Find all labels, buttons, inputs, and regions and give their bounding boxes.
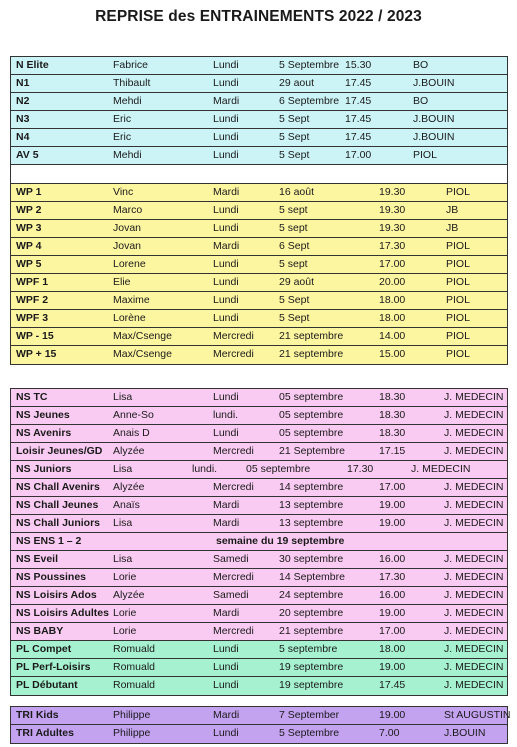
cell-time: 15.00	[379, 348, 406, 360]
cell-level: NS ENS 1 – 2	[16, 535, 82, 547]
cell-place: PIOL	[446, 240, 470, 252]
table-row	[11, 569, 507, 587]
table-row	[11, 147, 507, 165]
table-row	[11, 677, 507, 695]
cell-place: J. MEDECIN	[444, 517, 504, 529]
table-row	[11, 310, 507, 328]
cell-place: J. MEDECIN	[444, 571, 504, 583]
cell-day: Lundi	[213, 427, 239, 439]
cell-day: Mardi	[213, 517, 240, 529]
cell-place: J. MEDECIN	[444, 427, 504, 439]
cell-level: NS Loisirs Ados	[16, 589, 97, 601]
cell-date: 6 Sept	[279, 240, 310, 252]
cell-day: Lundi	[213, 77, 239, 89]
cell-day: Mardi	[213, 709, 240, 721]
cell-coach: Vinc	[113, 186, 134, 198]
cell-coach: Max/Csenge	[113, 330, 172, 342]
cell-level: NS Avenirs	[16, 427, 72, 439]
table-row	[11, 292, 507, 310]
cell-day: Lundi	[213, 312, 239, 324]
cell-day: Lundi	[213, 131, 239, 143]
cell-day: Mardi	[213, 240, 240, 252]
table-row	[11, 238, 507, 256]
cell-level: NS Loisirs Adultes	[16, 607, 109, 619]
cell-coach: Romuald	[113, 643, 156, 655]
table-row	[11, 605, 507, 623]
cell-day: Lundi	[213, 679, 239, 691]
cell-date: 21 septembre	[279, 348, 344, 360]
cell-place: J. MEDECIN	[444, 553, 504, 565]
cell-date: 5 Sept	[279, 113, 310, 125]
cell-time: 19.30	[379, 186, 406, 198]
cell-date: 29 aout	[279, 77, 315, 89]
cell-time: 17.00	[345, 149, 372, 161]
cell-date: 16 août	[279, 186, 315, 198]
cell-coach: Alyzée	[113, 589, 145, 601]
table-row	[11, 707, 511, 725]
cell-date: 05 septembre	[279, 409, 344, 421]
cell-level: NS Chall Avenirs	[16, 481, 100, 493]
table-row	[11, 256, 507, 274]
cell-level: PL Perf-Loisirs	[16, 661, 91, 673]
cell-date: 05 septembre	[279, 391, 344, 403]
cell-coach: Romuald	[113, 661, 156, 673]
cell-place: J. MEDECIN	[444, 499, 504, 511]
cell-place: J. MEDECIN	[411, 463, 471, 475]
cell-time: 19.00	[379, 709, 406, 721]
cell-place: J. MEDECIN	[444, 661, 504, 673]
table-row	[11, 515, 507, 533]
cell-date: 7 September	[279, 709, 340, 721]
cell-time: 19.00	[379, 517, 406, 529]
cell-level: WP 5	[16, 258, 42, 270]
cell-day: Lundi	[213, 113, 239, 125]
schedule-table-violet	[10, 706, 511, 744]
cell-day: Lundi	[213, 294, 239, 306]
cell-place: BO	[413, 59, 429, 71]
cell-day: Mercredi	[213, 481, 254, 493]
table-row	[11, 587, 507, 605]
cell-coach: Mehdi	[113, 149, 142, 161]
cell-time: 19.30	[379, 222, 406, 234]
cell-level: WPF 1	[16, 276, 49, 288]
table-row	[11, 346, 507, 364]
table-row	[11, 551, 507, 569]
cell-date: 19 septembre	[279, 679, 344, 691]
cell-time: 20.00	[379, 276, 406, 288]
cell-time: 18.00	[379, 312, 406, 324]
table-row	[11, 461, 507, 479]
cell-time: 16.00	[379, 589, 406, 601]
cell-place: BO	[413, 95, 429, 107]
cell-coach: Marco	[113, 204, 143, 216]
cell-day: Mercredi	[213, 571, 254, 583]
cell-place: PIOL	[446, 258, 470, 270]
cell-coach: Anais D	[113, 427, 150, 439]
cell-time: 17.15	[379, 445, 406, 457]
cell-day: Lundi	[213, 727, 239, 739]
cell-day: Lundi	[213, 222, 239, 234]
cell-date: 05 septembre	[246, 463, 311, 475]
cell-coach: Philippe	[113, 727, 151, 739]
cell-date: 5 Sept	[279, 294, 310, 306]
cell-date: 30 septembre	[279, 553, 344, 565]
table-row	[11, 659, 507, 677]
cell-date: 19 septembre	[279, 661, 344, 673]
cell-place: J. MEDECIN	[444, 643, 504, 655]
cell-coach: Max/Csenge	[113, 348, 172, 360]
cell-place: J. MEDECIN	[444, 409, 504, 421]
cell-day: semaine du 19 septembre	[216, 535, 345, 547]
table-row	[11, 623, 507, 641]
table-row	[11, 202, 507, 220]
cell-level: PL Débutant	[16, 679, 78, 691]
cell-place: St AUGUSTIN	[444, 709, 511, 721]
cell-date: 5 sept	[279, 258, 308, 270]
cell-level: N3	[16, 113, 30, 125]
cell-level: TRI Kids	[16, 709, 59, 721]
cell-coach: Philippe	[113, 709, 151, 721]
cell-date: 5 Sept	[279, 131, 310, 143]
cell-time: 17.00	[379, 625, 406, 637]
cell-day: Lundi	[213, 258, 239, 270]
cell-place: J. MEDECIN	[444, 589, 504, 601]
cell-date: 14 septembre	[279, 481, 344, 493]
cell-level: NS Chall Jeunes	[16, 499, 99, 511]
cell-place: PIOL	[446, 276, 470, 288]
cell-place: PIOL	[446, 348, 470, 360]
empty-row	[11, 165, 507, 183]
cell-level: NS Poussines	[16, 571, 87, 583]
cell-level: AV 5	[16, 149, 39, 161]
cell-time: 17.45	[345, 113, 372, 125]
cell-day: Lundi	[213, 149, 239, 161]
cell-time: 16.00	[379, 553, 406, 565]
cell-day: Lundi	[213, 643, 239, 655]
cell-time: 18.00	[379, 294, 406, 306]
cell-place: PIOL	[446, 186, 470, 198]
cell-day: Lundi	[213, 276, 239, 288]
cell-day: Lundi	[213, 59, 239, 71]
cell-date: 5 Septembre	[279, 59, 340, 71]
cell-coach: Lorie	[113, 625, 137, 637]
table-row	[11, 533, 507, 551]
cell-date: 21 septembre	[279, 330, 344, 342]
cell-level: NS TC	[16, 391, 48, 403]
cell-level: NS Eveil	[16, 553, 59, 565]
cell-date: 5 Septembre	[279, 727, 340, 739]
cell-day: lundi.	[213, 409, 239, 421]
cell-time: 17.00	[379, 258, 406, 270]
cell-level: NS Jeunes	[16, 409, 70, 421]
cell-coach: Jovan	[113, 222, 142, 234]
cell-place: JB	[446, 204, 459, 216]
page-title: REPRISE des ENTRAINEMENTS 2022 / 2023	[95, 8, 422, 25]
cell-date: 14 Septembre	[279, 571, 345, 583]
cell-time: 18.30	[379, 427, 406, 439]
cell-coach: Lorene	[113, 258, 146, 270]
cell-level: WP 4	[16, 240, 42, 252]
cell-coach: Fabrice	[113, 59, 149, 71]
cell-coach: Elie	[113, 276, 131, 288]
cell-time: 17.45	[345, 77, 372, 89]
cell-date: 5 Sept	[279, 312, 310, 324]
cell-level: WP 2	[16, 204, 42, 216]
cell-coach: Lisa	[113, 517, 133, 529]
cell-time: 19.00	[379, 661, 406, 673]
cell-coach: Alyzée	[113, 445, 145, 457]
cell-day: Mercredi	[213, 348, 254, 360]
cell-coach: Eric	[113, 131, 132, 143]
table-row	[11, 389, 507, 407]
cell-place: PIOL	[446, 294, 470, 306]
cell-time: 17.45	[345, 95, 372, 107]
cell-date: 5 sept	[279, 204, 308, 216]
table-row	[11, 57, 507, 75]
cell-level: N2	[16, 95, 30, 107]
table-row	[11, 479, 507, 497]
table-row	[11, 220, 507, 238]
schedule-table-yellow	[10, 183, 508, 365]
cell-place: JB	[446, 222, 459, 234]
cell-date: 13 septembre	[279, 499, 344, 511]
cell-coach: Lorène	[113, 312, 146, 324]
cell-place: J.BOUIN	[413, 131, 455, 143]
table-row	[11, 93, 507, 111]
cell-time: 19.00	[379, 607, 406, 619]
cell-level: NS BABY	[16, 625, 64, 637]
cell-date: 5 sept	[279, 222, 308, 234]
table-row	[11, 497, 507, 515]
cell-day: Lundi	[213, 204, 239, 216]
cell-place: PIOL	[446, 312, 470, 324]
cell-time: 18.30	[379, 391, 406, 403]
cell-place: J. MEDECIN	[444, 679, 504, 691]
cell-level: PL Compet	[16, 643, 72, 655]
table-row	[11, 725, 507, 743]
table-row	[11, 641, 507, 659]
cell-day: Lundi	[213, 661, 239, 673]
cell-time: 17.30	[379, 240, 406, 252]
cell-day: Mardi	[213, 607, 240, 619]
cell-level: WP 1	[16, 186, 42, 198]
cell-level: N Elite	[16, 59, 49, 71]
cell-level: TRI Adultes	[16, 727, 74, 739]
cell-place: J.BOUIN	[444, 727, 486, 739]
cell-time: 19.30	[379, 204, 406, 216]
cell-time: 7.00	[379, 727, 400, 739]
cell-level: Loisir Jeunes/GD	[16, 445, 103, 457]
cell-level: NS Juniors	[16, 463, 72, 475]
cell-coach: Alyzée	[113, 481, 145, 493]
cell-day: Mardi	[213, 186, 240, 198]
cell-level: WPF 2	[16, 294, 49, 306]
cell-day: Samedi	[213, 553, 249, 565]
schedule-table-pink	[10, 388, 508, 696]
table-row	[11, 111, 507, 129]
cell-coach: Eric	[113, 113, 132, 125]
cell-place: J. MEDECIN	[444, 481, 504, 493]
cell-place: J.BOUIN	[413, 77, 455, 89]
cell-time: 17.30	[347, 463, 374, 475]
table-row	[11, 184, 507, 202]
cell-place: J.BOUIN	[413, 113, 455, 125]
cell-time: 18.00	[379, 643, 406, 655]
cell-place: J. MEDECIN	[444, 607, 504, 619]
cell-level: WP - 15	[16, 330, 54, 342]
cell-place: J. MEDECIN	[444, 391, 504, 403]
cell-date: 13 septembre	[279, 517, 344, 529]
cell-level: WP + 15	[16, 348, 57, 360]
cell-place: PIOL	[446, 330, 470, 342]
cell-day: lundi.	[192, 463, 218, 475]
cell-coach: Thibault	[113, 77, 151, 89]
cell-coach: Lisa	[113, 553, 133, 565]
cell-date: 5 septembre	[279, 643, 338, 655]
cell-day: Mardi	[213, 95, 240, 107]
table-row	[11, 274, 507, 292]
table-row	[11, 425, 507, 443]
table-row	[11, 75, 507, 93]
cell-coach: Maxime	[113, 294, 150, 306]
cell-coach: Jovan	[113, 240, 142, 252]
cell-day: Mardi	[213, 499, 240, 511]
table-row	[11, 443, 507, 461]
schedule-table-cyan	[10, 56, 508, 184]
cell-day: Mercredi	[213, 330, 254, 342]
table-row	[11, 129, 507, 147]
cell-date: 5 Sept	[279, 149, 310, 161]
cell-coach: Anaïs	[113, 499, 140, 511]
cell-date: 20 septembre	[279, 607, 344, 619]
cell-place: PIOL	[413, 149, 437, 161]
cell-time: 17.30	[379, 571, 406, 583]
cell-day: Mercredi	[213, 445, 254, 457]
cell-time: 18.30	[379, 409, 406, 421]
cell-coach: Anne-So	[113, 409, 154, 421]
cell-date: 29 août	[279, 276, 315, 288]
cell-time: 14.00	[379, 330, 406, 342]
cell-level: NS Chall Juniors	[16, 517, 101, 529]
cell-level: WP 3	[16, 222, 42, 234]
cell-date: 21 Septembre	[279, 445, 345, 457]
cell-date: 24 septembre	[279, 589, 344, 601]
cell-date: 05 septembre	[279, 427, 344, 439]
cell-level: N1	[16, 77, 30, 89]
cell-time: 17.45	[379, 679, 406, 691]
cell-place: J. MEDECIN	[444, 445, 504, 457]
cell-time: 17.45	[345, 131, 372, 143]
cell-coach: Lorie	[113, 607, 137, 619]
cell-coach: Lisa	[113, 463, 133, 475]
cell-date: 21 septembre	[279, 625, 344, 637]
cell-time: 15.30	[345, 59, 372, 71]
cell-day: Lundi	[213, 391, 239, 403]
cell-coach: Romuald	[113, 679, 156, 691]
cell-coach: Lorie	[113, 571, 137, 583]
cell-time: 19.00	[379, 499, 406, 511]
cell-day: Samedi	[213, 589, 249, 601]
cell-coach: Lisa	[113, 391, 133, 403]
cell-date: 6 Septembre	[279, 95, 340, 107]
cell-day: Mercredi	[213, 625, 254, 637]
cell-place: J. MEDECIN	[444, 625, 504, 637]
table-row	[11, 328, 507, 346]
cell-level: WPF 3	[16, 312, 49, 324]
cell-level: N4	[16, 131, 30, 143]
table-row	[11, 407, 507, 425]
cell-coach: Mehdi	[113, 95, 142, 107]
cell-time: 17.00	[379, 481, 406, 493]
